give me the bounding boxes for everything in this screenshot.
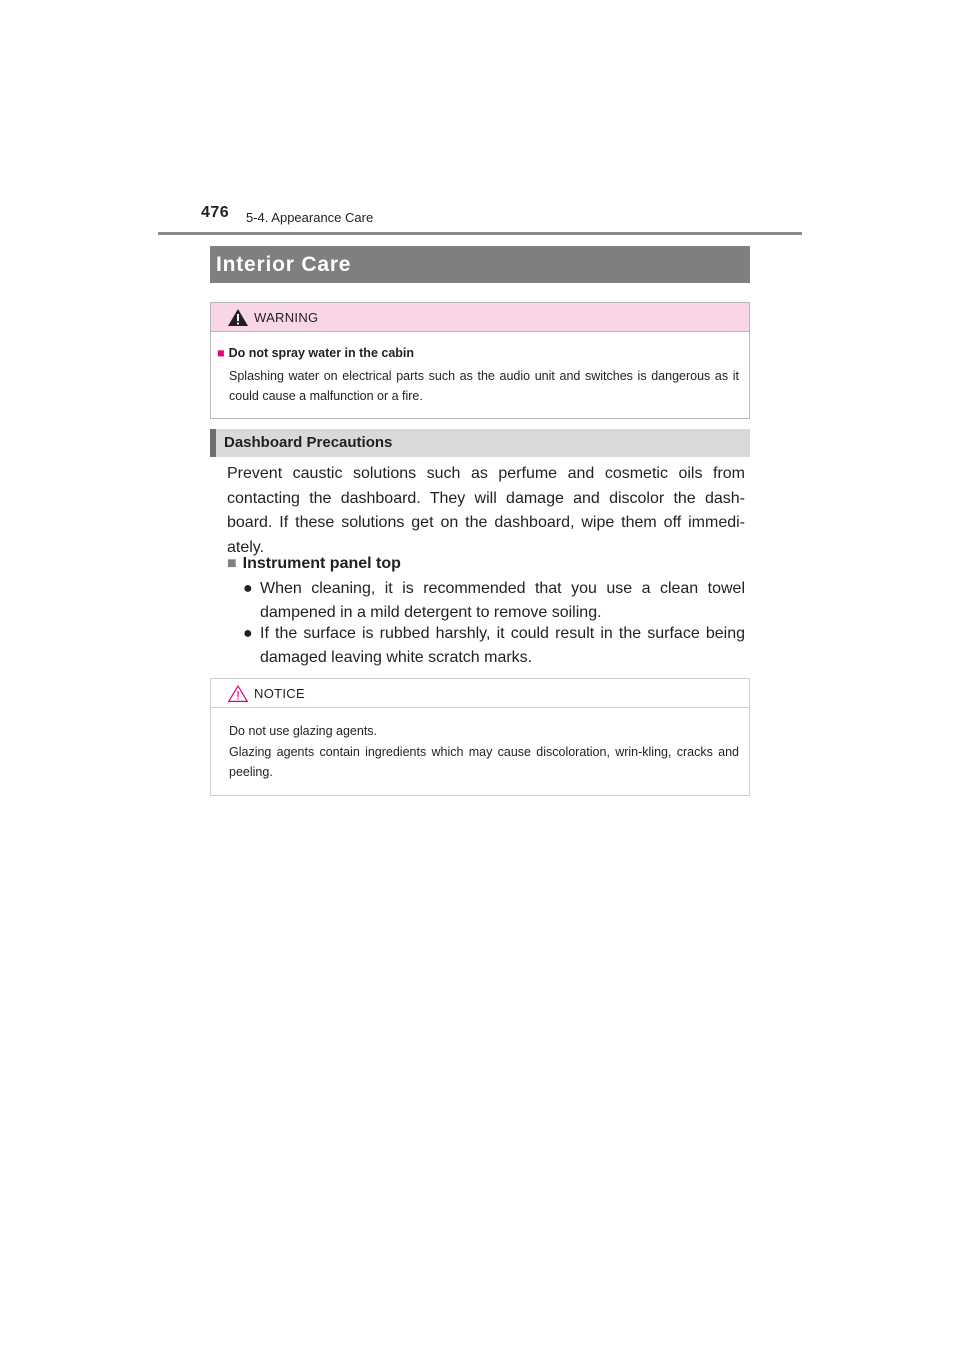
- notice-header: [211, 679, 749, 708]
- list-item-text: When cleaning, it is recommended that you use a clean towel dampened in a mild detergent to remove soiling.: [260, 580, 745, 621]
- page-number: 476: [201, 204, 230, 221]
- bullet-dot-icon: ●: [243, 625, 253, 642]
- warning-box: [210, 302, 750, 419]
- bullet-dot-icon: ●: [243, 580, 253, 597]
- section-paragraph: Prevent caustic solutions such as perfume and cosmetic oils from contacting the dashboard. They will damage and discolor the dash-board. If these solutions get on the dashboard, wipe them off immedi-ately.: [227, 465, 745, 556]
- warning-label: WARNING: [254, 310, 319, 325]
- subheading: [227, 555, 401, 573]
- warning-header: [211, 303, 749, 332]
- section-breadcrumb: 5-4. Appearance Care: [246, 210, 374, 225]
- header-divider: [158, 232, 802, 235]
- square-bullet-icon: ■: [217, 346, 225, 360]
- warning-triangle-icon: [228, 309, 248, 326]
- notice-box: [210, 678, 750, 796]
- subheading-text: Instrument panel top: [242, 555, 401, 572]
- section-title: Dashboard Precautions: [210, 429, 750, 457]
- warning-item-title-text: Do not spray water in the cabin: [228, 346, 415, 360]
- warning-item-title: [217, 346, 414, 360]
- notice-text-line2: Glazing agents contain ingredients which may cause discoloration, wrin-kling, cracks and peeling.: [229, 745, 739, 779]
- notice-triangle-icon: [228, 685, 248, 702]
- notice-label: NOTICE: [254, 686, 305, 701]
- notice-text-line1: Do not use glazing agents.: [229, 724, 378, 738]
- warning-item-text: Splashing water on electrical parts such as the audio unit and switches is dangerous as it could cause a malfunction or a fire.: [229, 369, 739, 403]
- list-item: [243, 622, 745, 670]
- page-title: Interior Care: [210, 246, 750, 283]
- square-bullet-icon: ■: [227, 555, 237, 572]
- list-item-text: If the surface is rubbed harshly, it could result in the surface being damaged leaving white scratch marks.: [260, 625, 745, 666]
- list-item: [243, 577, 745, 625]
